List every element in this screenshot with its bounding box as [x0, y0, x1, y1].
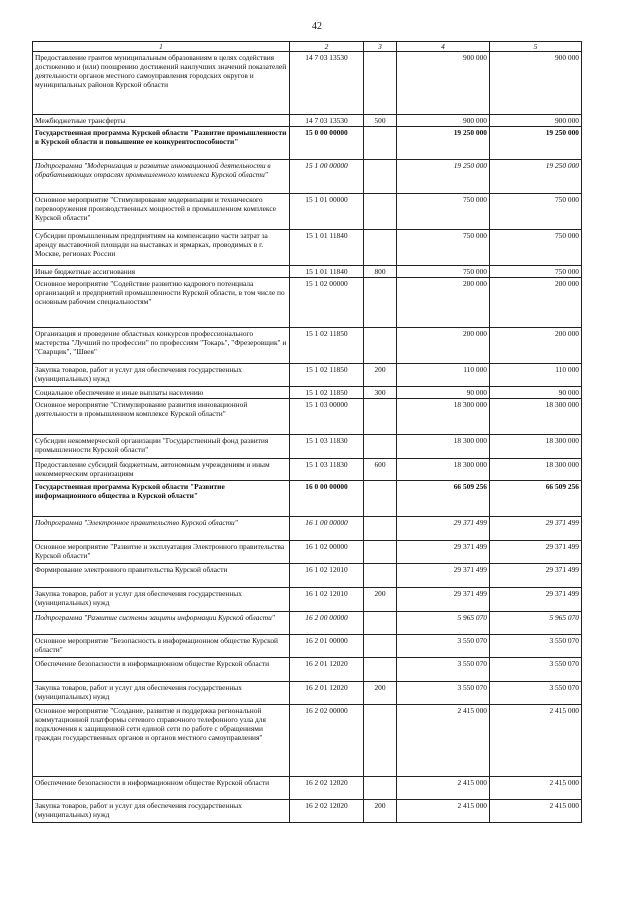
table-row [33, 278, 582, 328]
row-name-cell: Подпрограмма "Развитие системы защиты информации Курской области" [33, 612, 290, 635]
row-name-cell: Обеспечение безопасности в информационном обществе Курской области [33, 777, 290, 800]
row-sum-cell: 66 509 256 [490, 481, 582, 517]
table-row [33, 658, 582, 682]
row-sum-cell: 3 550 070 [490, 658, 582, 682]
row-type-cell [364, 230, 397, 266]
row-sum-cell: 200 000 [490, 278, 582, 328]
row-sum-cell: 110 000 [490, 364, 582, 387]
row-name-cell: Основное мероприятие "Развитие и эксплуатация Электронного правительства Курской области" [33, 541, 290, 564]
row-sum-cell: 19 250 000 [397, 160, 490, 194]
row-type-cell [364, 705, 397, 777]
row-name-cell: Обеспечение безопасности в информационном обществе Курской области [33, 658, 290, 682]
row-code-cell: 15 1 02 00000 [290, 278, 364, 328]
table-row [33, 705, 582, 777]
row-type-cell: 800 [364, 266, 397, 278]
column-number-5: 5 [490, 42, 582, 52]
row-type-cell [364, 127, 397, 160]
row-type-cell [364, 278, 397, 328]
row-code-cell: 16 2 01 12020 [290, 658, 364, 682]
row-name-cell: Субсидии некоммерческой организации "Государственный фонд развития промышленности Курской области" [33, 435, 290, 459]
row-sum-cell: 18 300 000 [397, 399, 490, 435]
row-code-cell: 15 1 03 11830 [290, 459, 364, 481]
row-type-cell [364, 328, 397, 364]
table-row [33, 230, 582, 266]
row-type-cell [364, 658, 397, 682]
row-sum-cell: 200 000 [397, 328, 490, 364]
column-number-4: 4 [397, 42, 490, 52]
row-type-cell [364, 194, 397, 230]
row-type-cell [364, 435, 397, 459]
row-sum-cell: 19 250 000 [397, 127, 490, 160]
row-type-cell [364, 612, 397, 635]
table-row [33, 399, 582, 435]
row-sum-cell: 29 371 499 [397, 517, 490, 541]
table-row [33, 800, 582, 823]
row-sum-cell: 750 000 [490, 194, 582, 230]
row-sum-cell: 90 000 [490, 387, 582, 399]
row-sum-cell: 29 371 499 [490, 517, 582, 541]
row-sum-cell: 66 509 256 [397, 481, 490, 517]
row-sum-cell: 2 415 000 [490, 705, 582, 777]
table-row [33, 387, 582, 399]
row-type-cell: 300 [364, 387, 397, 399]
row-code-cell: 16 0 00 00000 [290, 481, 364, 517]
row-name-cell: Формирование электронного правительства Курской области [33, 564, 290, 588]
row-type-cell: 200 [364, 800, 397, 823]
budget-table [32, 41, 582, 823]
row-type-cell [364, 52, 397, 115]
table-row [33, 588, 582, 612]
row-sum-cell: 29 371 499 [397, 541, 490, 564]
table-row [33, 541, 582, 564]
row-sum-cell: 29 371 499 [490, 588, 582, 612]
row-sum-cell: 2 415 000 [490, 800, 582, 823]
row-type-cell [364, 160, 397, 194]
row-sum-cell: 750 000 [397, 194, 490, 230]
row-type-cell: 600 [364, 459, 397, 481]
row-sum-cell: 29 371 499 [397, 588, 490, 612]
row-sum-cell: 29 371 499 [490, 564, 582, 588]
row-sum-cell: 2 415 000 [397, 800, 490, 823]
row-code-cell: 15 1 02 11850 [290, 387, 364, 399]
row-type-cell [364, 564, 397, 588]
row-code-cell: 15 1 01 11840 [290, 230, 364, 266]
table-row [33, 266, 582, 278]
row-sum-cell: 18 300 000 [490, 435, 582, 459]
row-name-cell: Предоставление грантов муниципальным образованиям в целях содействия достижению и (или) поощрению достижений наилучших значений показателей деятельности органов местного самоуправления городских округов и муниципальных районов Курской области [33, 52, 290, 115]
row-type-cell [364, 777, 397, 800]
row-name-cell: Основное мероприятие "Стимулирование развития инновационной деятельности в промышленном комплексе Курской области" [33, 399, 290, 435]
row-sum-cell: 18 300 000 [397, 435, 490, 459]
row-sum-cell: 3 550 070 [397, 682, 490, 705]
row-sum-cell: 900 000 [490, 52, 582, 115]
table-row [33, 777, 582, 800]
row-sum-cell: 29 371 499 [490, 541, 582, 564]
row-code-cell: 15 1 03 11830 [290, 435, 364, 459]
table-row [33, 115, 582, 127]
row-code-cell: 14 7 03 13530 [290, 115, 364, 127]
row-sum-cell: 2 415 000 [397, 777, 490, 800]
row-sum-cell: 3 550 070 [397, 635, 490, 658]
row-name-cell: Закупка товаров, работ и услуг для обеспечения государственных (муниципальных) нужд [33, 588, 290, 612]
row-sum-cell: 750 000 [490, 230, 582, 266]
row-name-cell: Подпрограмма "Модернизация и развитие инновационной деятельности в обрабатывающих отраслях промышленного комплекса Курской области" [33, 160, 290, 194]
column-number-3: 3 [364, 42, 397, 52]
row-sum-cell: 200 000 [490, 328, 582, 364]
row-code-cell: 16 1 02 12010 [290, 588, 364, 612]
row-name-cell: Закупка товаров, работ и услуг для обеспечения государственных (муниципальных) нужд [33, 800, 290, 823]
table-row [33, 160, 582, 194]
row-sum-cell: 18 300 000 [490, 399, 582, 435]
row-code-cell: 16 1 02 12010 [290, 564, 364, 588]
table-row [33, 364, 582, 387]
row-type-cell: 200 [364, 364, 397, 387]
row-code-cell: 16 1 02 00000 [290, 541, 364, 564]
table-row [33, 127, 582, 160]
row-code-cell: 15 1 02 11850 [290, 364, 364, 387]
table-row [33, 517, 582, 541]
table-row [33, 328, 582, 364]
row-code-cell: 16 1 00 00000 [290, 517, 364, 541]
table-row [33, 52, 582, 115]
page-number: 42 [312, 21, 322, 32]
row-sum-cell: 90 000 [397, 387, 490, 399]
row-name-cell: Основное мероприятие "Стимулирование модернизации и технического перевооружения производственных мощностей в промышленном комплексе Курской области" [33, 194, 290, 230]
row-sum-cell: 200 000 [397, 278, 490, 328]
row-sum-cell: 750 000 [397, 266, 490, 278]
row-sum-cell: 2 415 000 [397, 705, 490, 777]
row-type-cell: 500 [364, 115, 397, 127]
column-number-2: 2 [290, 42, 364, 52]
row-sum-cell: 18 300 000 [490, 459, 582, 481]
table-row [33, 459, 582, 481]
row-sum-cell: 3 550 070 [397, 658, 490, 682]
row-name-cell: Закупка товаров, работ и услуг для обеспечения государственных (муниципальных) нужд [33, 682, 290, 705]
column-number-row [33, 42, 582, 52]
row-type-cell [364, 635, 397, 658]
row-name-cell: Предоставление субсидий бюджетным, автономным учреждениям и иным некоммерческим организациям [33, 459, 290, 481]
row-name-cell: Государственная программа Курской области "Развитие информационного общества в Курской области" [33, 481, 290, 517]
row-name-cell: Подпрограмма "Электронное правительство Курской области" [33, 517, 290, 541]
row-code-cell: 15 1 02 11850 [290, 328, 364, 364]
table-row [33, 612, 582, 635]
row-sum-cell: 18 300 000 [397, 459, 490, 481]
row-sum-cell: 900 000 [490, 115, 582, 127]
row-name-cell: Основное мероприятие "Содействие развитию кадрового потенциала организаций и предприятий промышленности Курской области, в том числе по основным рабочим специальностям" [33, 278, 290, 328]
table-row [33, 635, 582, 658]
row-sum-cell: 900 000 [397, 52, 490, 115]
row-name-cell: Организация и проведение областных конкурсов профессионального мастерства "Лучший по профессии" по профессиям "Токарь", "Фрезеровщик" и "Сварщик", "Швея" [33, 328, 290, 364]
row-code-cell: 15 0 00 00000 [290, 127, 364, 160]
row-sum-cell: 5 965 070 [490, 612, 582, 635]
row-code-cell: 15 1 03 00000 [290, 399, 364, 435]
row-code-cell: 15 1 01 11840 [290, 266, 364, 278]
row-name-cell: Субсидии промышленным предприятиям на компенсацию части затрат за аренду выставочной площади на выставках и ярмарках, проводимых в г. Москве, регионах России [33, 230, 290, 266]
row-code-cell: 16 2 01 12020 [290, 682, 364, 705]
row-sum-cell: 3 550 070 [490, 682, 582, 705]
row-code-cell: 16 2 01 00000 [290, 635, 364, 658]
table-row [33, 435, 582, 459]
row-sum-cell: 3 550 070 [490, 635, 582, 658]
row-sum-cell: 900 000 [397, 115, 490, 127]
row-sum-cell: 29 371 499 [397, 564, 490, 588]
row-code-cell: 16 2 02 00000 [290, 705, 364, 777]
table-row [33, 564, 582, 588]
row-type-cell [364, 541, 397, 564]
row-code-cell: 16 2 02 12020 [290, 800, 364, 823]
row-name-cell: Закупка товаров, работ и услуг для обеспечения государственных (муниципальных) нужд [33, 364, 290, 387]
row-sum-cell: 5 965 070 [397, 612, 490, 635]
row-code-cell: 15 1 00 00000 [290, 160, 364, 194]
table-row [33, 194, 582, 230]
row-type-cell: 200 [364, 682, 397, 705]
row-sum-cell: 750 000 [490, 266, 582, 278]
row-code-cell: 15 1 01 00000 [290, 194, 364, 230]
row-code-cell: 16 2 02 12020 [290, 777, 364, 800]
row-name-cell: Социальное обеспечение и иные выплаты населению [33, 387, 290, 399]
row-sum-cell: 110 000 [397, 364, 490, 387]
row-type-cell [364, 481, 397, 517]
column-number-1: 1 [33, 42, 290, 52]
table-row [33, 682, 582, 705]
row-sum-cell: 19 250 000 [490, 160, 582, 194]
row-sum-cell: 2 415 000 [490, 777, 582, 800]
row-type-cell: 200 [364, 588, 397, 612]
row-type-cell [364, 517, 397, 541]
row-code-cell: 14 7 03 13530 [290, 52, 364, 115]
table-row [33, 481, 582, 517]
row-type-cell [364, 399, 397, 435]
row-sum-cell: 750 000 [397, 230, 490, 266]
row-name-cell: Межбюджетные трансферты [33, 115, 290, 127]
row-name-cell: Основное мероприятие "Создание, развитие и поддержка региональной коммутационной платформы сетевого справочного телефонного узла для подключения к защищенной сети единой сети по работе с обращениями граждан государственных органов и органов местного самоуправления" [33, 705, 290, 777]
row-name-cell: Государственная программа Курской области "Развитие промышленности в Курской области и повышение ее конкурентоспособности" [33, 127, 290, 160]
row-sum-cell: 19 250 000 [490, 127, 582, 160]
row-code-cell: 16 2 00 00000 [290, 612, 364, 635]
row-name-cell: Иные бюджетные ассигнования [33, 266, 290, 278]
row-name-cell: Основное мероприятие "Безопасность в информационном обществе Курской области" [33, 635, 290, 658]
